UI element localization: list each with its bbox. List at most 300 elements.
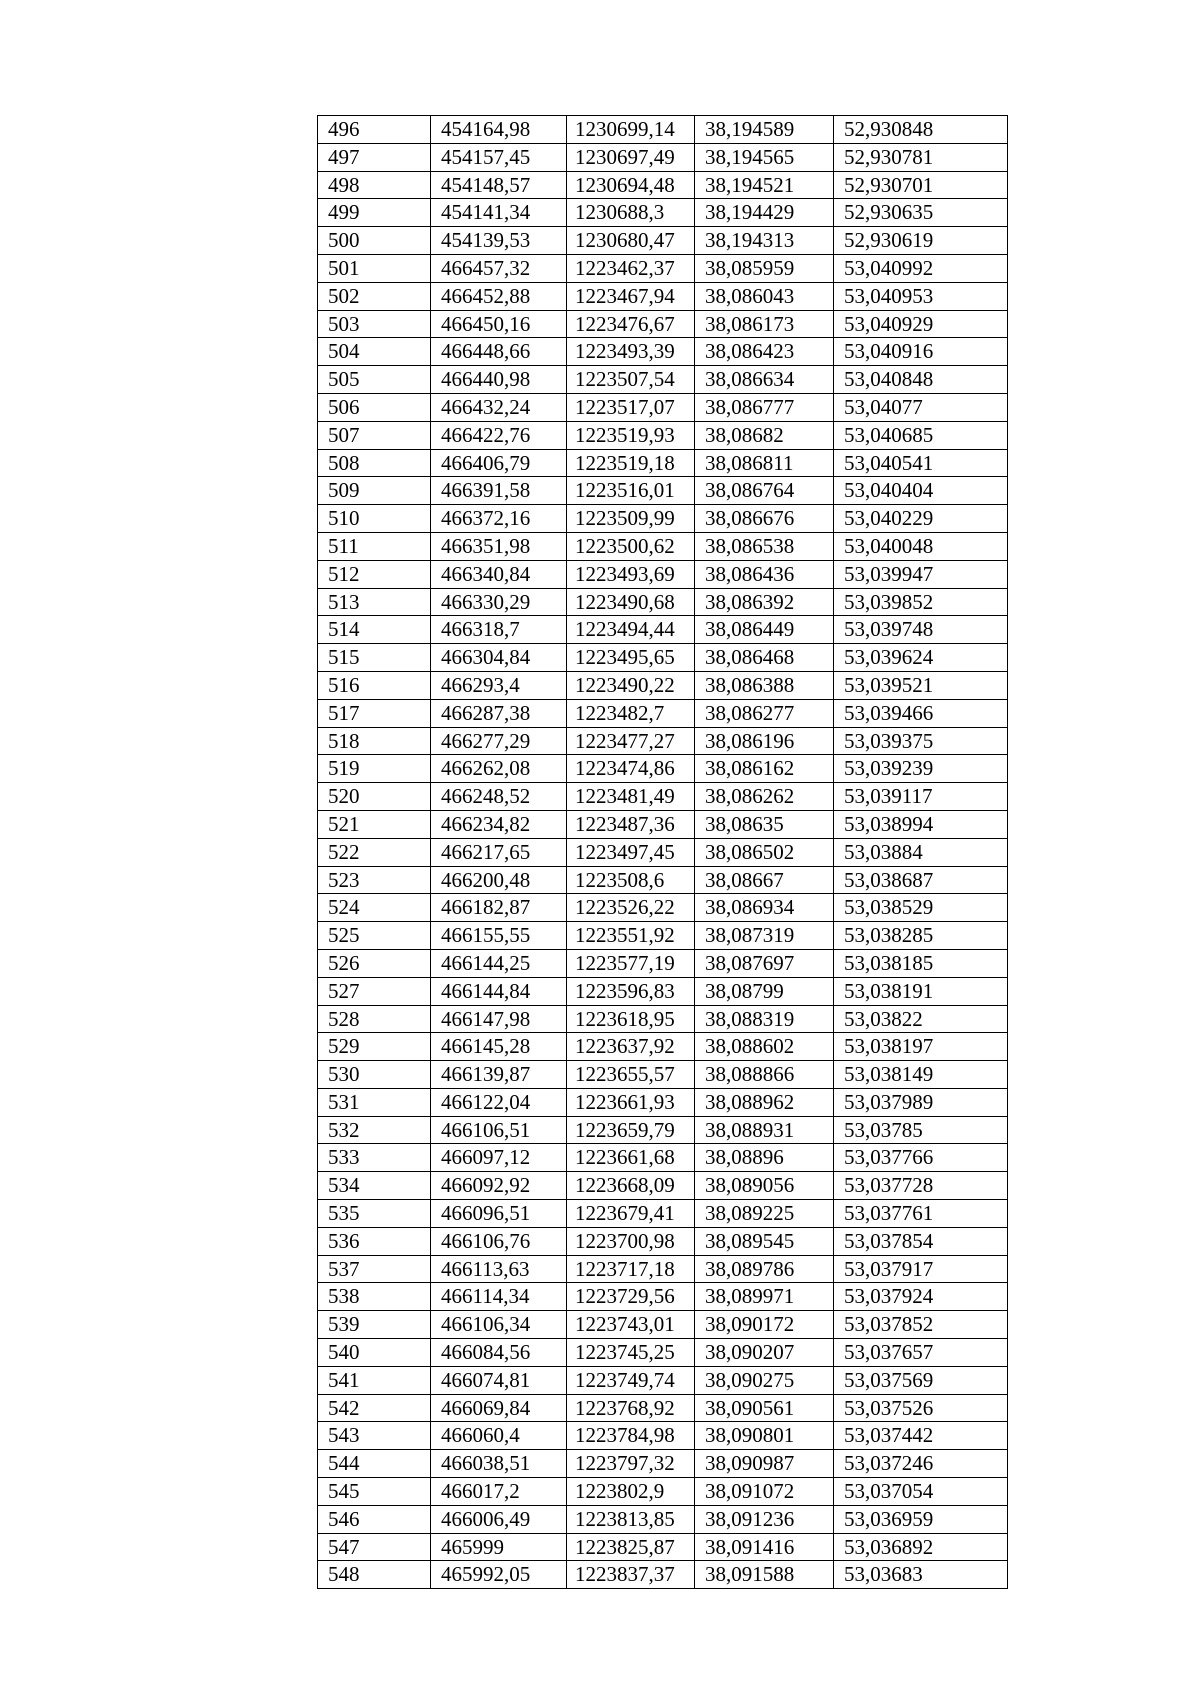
y-coordinate-cell: 1230688,3	[567, 199, 695, 227]
point-number-cell: 496	[318, 116, 431, 144]
latitude-cell: 53,040685	[834, 421, 1008, 449]
x-coordinate-cell: 466330,29	[431, 588, 567, 616]
y-coordinate-cell: 1223516,01	[567, 477, 695, 505]
longitude-cell: 38,194521	[695, 171, 834, 199]
latitude-cell: 53,039521	[834, 671, 1008, 699]
latitude-cell: 53,039852	[834, 588, 1008, 616]
x-coordinate-cell: 466092,92	[431, 1172, 567, 1200]
table-row	[318, 671, 1008, 699]
y-coordinate-cell: 1230680,47	[567, 227, 695, 255]
y-coordinate-cell: 1223577,19	[567, 949, 695, 977]
longitude-cell: 38,090275	[695, 1366, 834, 1394]
table-row	[318, 616, 1008, 644]
table-row	[318, 1394, 1008, 1422]
point-number-cell: 499	[318, 199, 431, 227]
y-coordinate-cell: 1223659,79	[567, 1116, 695, 1144]
x-coordinate-cell: 466106,51	[431, 1116, 567, 1144]
longitude-cell: 38,086811	[695, 449, 834, 477]
longitude-cell: 38,090207	[695, 1339, 834, 1367]
point-number-cell: 513	[318, 588, 431, 616]
x-coordinate-cell: 454139,53	[431, 227, 567, 255]
x-coordinate-cell: 466060,4	[431, 1422, 567, 1450]
latitude-cell: 53,039748	[834, 616, 1008, 644]
longitude-cell: 38,086423	[695, 338, 834, 366]
y-coordinate-cell: 1223490,22	[567, 671, 695, 699]
x-coordinate-cell: 466074,81	[431, 1366, 567, 1394]
point-number-cell: 506	[318, 393, 431, 421]
latitude-cell: 53,03822	[834, 1005, 1008, 1033]
latitude-cell: 53,037854	[834, 1227, 1008, 1255]
table-row	[318, 810, 1008, 838]
longitude-cell: 38,085959	[695, 254, 834, 282]
latitude-cell: 53,037442	[834, 1422, 1008, 1450]
table-row	[318, 505, 1008, 533]
table-row	[318, 310, 1008, 338]
x-coordinate-cell: 466448,66	[431, 338, 567, 366]
longitude-cell: 38,086392	[695, 588, 834, 616]
longitude-cell: 38,086436	[695, 560, 834, 588]
longitude-cell: 38,087697	[695, 949, 834, 977]
y-coordinate-cell: 1223500,62	[567, 532, 695, 560]
latitude-cell: 53,039239	[834, 755, 1008, 783]
longitude-cell: 38,086634	[695, 366, 834, 394]
table-row	[318, 1200, 1008, 1228]
y-coordinate-cell: 1230694,48	[567, 171, 695, 199]
y-coordinate-cell: 1223717,18	[567, 1255, 695, 1283]
longitude-cell: 38,194565	[695, 143, 834, 171]
y-coordinate-cell: 1223749,74	[567, 1366, 695, 1394]
x-coordinate-cell: 466144,84	[431, 977, 567, 1005]
y-coordinate-cell: 1223493,39	[567, 338, 695, 366]
latitude-cell: 53,040541	[834, 449, 1008, 477]
latitude-cell: 53,040048	[834, 532, 1008, 560]
latitude-cell: 52,930701	[834, 171, 1008, 199]
y-coordinate-cell: 1223743,01	[567, 1311, 695, 1339]
y-coordinate-cell: 1223519,18	[567, 449, 695, 477]
longitude-cell: 38,086043	[695, 282, 834, 310]
x-coordinate-cell: 466096,51	[431, 1200, 567, 1228]
table-row	[318, 1144, 1008, 1172]
table-row	[318, 1339, 1008, 1367]
y-coordinate-cell: 1230697,49	[567, 143, 695, 171]
y-coordinate-cell: 1223495,65	[567, 644, 695, 672]
x-coordinate-cell: 466391,58	[431, 477, 567, 505]
longitude-cell: 38,08682	[695, 421, 834, 449]
y-coordinate-cell: 1223517,07	[567, 393, 695, 421]
longitude-cell: 38,088931	[695, 1116, 834, 1144]
latitude-cell: 53,038285	[834, 922, 1008, 950]
point-number-cell: 542	[318, 1394, 431, 1422]
x-coordinate-cell: 466106,34	[431, 1311, 567, 1339]
table-row	[318, 366, 1008, 394]
x-coordinate-cell: 466248,52	[431, 783, 567, 811]
point-number-cell: 529	[318, 1033, 431, 1061]
longitude-cell: 38,086449	[695, 616, 834, 644]
longitude-cell: 38,091236	[695, 1505, 834, 1533]
x-coordinate-cell: 454148,57	[431, 171, 567, 199]
table-row	[318, 1505, 1008, 1533]
y-coordinate-cell: 1223519,93	[567, 421, 695, 449]
x-coordinate-cell: 466084,56	[431, 1339, 567, 1367]
point-number-cell: 522	[318, 838, 431, 866]
latitude-cell: 53,038197	[834, 1033, 1008, 1061]
latitude-cell: 52,930619	[834, 227, 1008, 255]
point-number-cell: 501	[318, 254, 431, 282]
latitude-cell: 53,04077	[834, 393, 1008, 421]
point-number-cell: 541	[318, 1366, 431, 1394]
x-coordinate-cell: 466340,84	[431, 560, 567, 588]
x-coordinate-cell: 454157,45	[431, 143, 567, 171]
table-row	[318, 1255, 1008, 1283]
y-coordinate-cell: 1223661,93	[567, 1088, 695, 1116]
point-number-cell: 533	[318, 1144, 431, 1172]
latitude-cell: 53,03683	[834, 1561, 1008, 1589]
point-number-cell: 536	[318, 1227, 431, 1255]
x-coordinate-cell: 466114,34	[431, 1283, 567, 1311]
y-coordinate-cell: 1223745,25	[567, 1339, 695, 1367]
longitude-cell: 38,088866	[695, 1061, 834, 1089]
y-coordinate-cell: 1223487,36	[567, 810, 695, 838]
longitude-cell: 38,090801	[695, 1422, 834, 1450]
table-row	[318, 699, 1008, 727]
table-row	[318, 254, 1008, 282]
point-number-cell: 518	[318, 727, 431, 755]
latitude-cell: 53,038191	[834, 977, 1008, 1005]
x-coordinate-cell: 466122,04	[431, 1088, 567, 1116]
longitude-cell: 38,08635	[695, 810, 834, 838]
y-coordinate-cell: 1223493,69	[567, 560, 695, 588]
longitude-cell: 38,086676	[695, 505, 834, 533]
y-coordinate-cell: 1223618,95	[567, 1005, 695, 1033]
point-number-cell: 531	[318, 1088, 431, 1116]
latitude-cell: 53,037761	[834, 1200, 1008, 1228]
table-row	[318, 1283, 1008, 1311]
x-coordinate-cell: 466155,55	[431, 922, 567, 950]
latitude-cell: 53,040929	[834, 310, 1008, 338]
table-row	[318, 894, 1008, 922]
point-number-cell: 524	[318, 894, 431, 922]
table-row	[318, 1005, 1008, 1033]
point-number-cell: 521	[318, 810, 431, 838]
longitude-cell: 38,194589	[695, 116, 834, 144]
y-coordinate-cell: 1223768,92	[567, 1394, 695, 1422]
y-coordinate-cell: 1223784,98	[567, 1422, 695, 1450]
latitude-cell: 53,037852	[834, 1311, 1008, 1339]
y-coordinate-cell: 1223837,37	[567, 1561, 695, 1589]
latitude-cell: 53,036892	[834, 1533, 1008, 1561]
latitude-cell: 53,037989	[834, 1088, 1008, 1116]
x-coordinate-cell: 466452,88	[431, 282, 567, 310]
point-number-cell: 546	[318, 1505, 431, 1533]
x-coordinate-cell: 466139,87	[431, 1061, 567, 1089]
y-coordinate-cell: 1223476,67	[567, 310, 695, 338]
point-number-cell: 511	[318, 532, 431, 560]
y-coordinate-cell: 1223482,7	[567, 699, 695, 727]
longitude-cell: 38,086277	[695, 699, 834, 727]
longitude-cell: 38,08896	[695, 1144, 834, 1172]
table-row	[318, 1311, 1008, 1339]
longitude-cell: 38,086388	[695, 671, 834, 699]
latitude-cell: 53,03785	[834, 1116, 1008, 1144]
latitude-cell: 53,039117	[834, 783, 1008, 811]
latitude-cell: 53,037766	[834, 1144, 1008, 1172]
longitude-cell: 38,086764	[695, 477, 834, 505]
point-number-cell: 534	[318, 1172, 431, 1200]
latitude-cell: 53,038185	[834, 949, 1008, 977]
y-coordinate-cell: 1223813,85	[567, 1505, 695, 1533]
table-row	[318, 1116, 1008, 1144]
y-coordinate-cell: 1223490,68	[567, 588, 695, 616]
table-row	[318, 977, 1008, 1005]
x-coordinate-cell: 466106,76	[431, 1227, 567, 1255]
point-number-cell: 512	[318, 560, 431, 588]
x-coordinate-cell: 465999	[431, 1533, 567, 1561]
latitude-cell: 53,037657	[834, 1339, 1008, 1367]
longitude-cell: 38,086502	[695, 838, 834, 866]
longitude-cell: 38,086934	[695, 894, 834, 922]
point-number-cell: 514	[318, 616, 431, 644]
point-number-cell: 525	[318, 922, 431, 950]
x-coordinate-cell: 466351,98	[431, 532, 567, 560]
y-coordinate-cell: 1223655,57	[567, 1061, 695, 1089]
longitude-cell: 38,091416	[695, 1533, 834, 1561]
x-coordinate-cell: 466200,48	[431, 866, 567, 894]
latitude-cell: 52,930781	[834, 143, 1008, 171]
point-number-cell: 530	[318, 1061, 431, 1089]
longitude-cell: 38,086162	[695, 755, 834, 783]
y-coordinate-cell: 1223467,94	[567, 282, 695, 310]
y-coordinate-cell: 1223477,27	[567, 727, 695, 755]
table-row	[318, 393, 1008, 421]
point-number-cell: 528	[318, 1005, 431, 1033]
longitude-cell: 38,086777	[695, 393, 834, 421]
latitude-cell: 53,038149	[834, 1061, 1008, 1089]
latitude-cell: 53,039624	[834, 644, 1008, 672]
table-row	[318, 588, 1008, 616]
longitude-cell: 38,088602	[695, 1033, 834, 1061]
y-coordinate-cell: 1223596,83	[567, 977, 695, 1005]
point-number-cell: 508	[318, 449, 431, 477]
table-row	[318, 727, 1008, 755]
longitude-cell: 38,089225	[695, 1200, 834, 1228]
x-coordinate-cell: 466006,49	[431, 1505, 567, 1533]
y-coordinate-cell: 1223802,9	[567, 1478, 695, 1506]
longitude-cell: 38,090987	[695, 1450, 834, 1478]
latitude-cell: 53,040992	[834, 254, 1008, 282]
table-row	[318, 477, 1008, 505]
table-row	[318, 1533, 1008, 1561]
y-coordinate-cell: 1223797,32	[567, 1450, 695, 1478]
longitude-cell: 38,087319	[695, 922, 834, 950]
y-coordinate-cell: 1223494,44	[567, 616, 695, 644]
longitude-cell: 38,090561	[695, 1394, 834, 1422]
latitude-cell: 53,03884	[834, 838, 1008, 866]
y-coordinate-cell: 1223474,86	[567, 755, 695, 783]
longitude-cell: 38,086173	[695, 310, 834, 338]
longitude-cell: 38,088962	[695, 1088, 834, 1116]
y-coordinate-cell: 1223509,99	[567, 505, 695, 533]
x-coordinate-cell: 466017,2	[431, 1478, 567, 1506]
table-row	[318, 755, 1008, 783]
point-number-cell: 505	[318, 366, 431, 394]
point-number-cell: 537	[318, 1255, 431, 1283]
longitude-cell: 38,086468	[695, 644, 834, 672]
x-coordinate-cell: 466145,28	[431, 1033, 567, 1061]
point-number-cell: 532	[318, 1116, 431, 1144]
longitude-cell: 38,091588	[695, 1561, 834, 1589]
latitude-cell: 53,037917	[834, 1255, 1008, 1283]
latitude-cell: 53,040848	[834, 366, 1008, 394]
latitude-cell: 53,039375	[834, 727, 1008, 755]
x-coordinate-cell: 466113,63	[431, 1255, 567, 1283]
point-number-cell: 526	[318, 949, 431, 977]
point-number-cell: 519	[318, 755, 431, 783]
x-coordinate-cell: 466147,98	[431, 1005, 567, 1033]
y-coordinate-cell: 1223637,92	[567, 1033, 695, 1061]
longitude-cell: 38,08799	[695, 977, 834, 1005]
latitude-cell: 53,040953	[834, 282, 1008, 310]
table-row	[318, 922, 1008, 950]
latitude-cell: 53,037924	[834, 1283, 1008, 1311]
y-coordinate-cell: 1223497,45	[567, 838, 695, 866]
table-row	[318, 866, 1008, 894]
y-coordinate-cell: 1223668,09	[567, 1172, 695, 1200]
y-coordinate-cell: 1223661,68	[567, 1144, 695, 1172]
latitude-cell: 53,038994	[834, 810, 1008, 838]
y-coordinate-cell: 1230699,14	[567, 116, 695, 144]
x-coordinate-cell: 466182,87	[431, 894, 567, 922]
latitude-cell: 53,039466	[834, 699, 1008, 727]
point-number-cell: 516	[318, 671, 431, 699]
longitude-cell: 38,08667	[695, 866, 834, 894]
table-row	[318, 1478, 1008, 1506]
point-number-cell: 498	[318, 171, 431, 199]
latitude-cell: 53,038687	[834, 866, 1008, 894]
latitude-cell: 53,037526	[834, 1394, 1008, 1422]
longitude-cell: 38,090172	[695, 1311, 834, 1339]
point-number-cell: 544	[318, 1450, 431, 1478]
point-number-cell: 502	[318, 282, 431, 310]
x-coordinate-cell: 466038,51	[431, 1450, 567, 1478]
longitude-cell: 38,086196	[695, 727, 834, 755]
x-coordinate-cell: 466287,38	[431, 699, 567, 727]
longitude-cell: 38,089545	[695, 1227, 834, 1255]
point-number-cell: 507	[318, 421, 431, 449]
x-coordinate-cell: 454141,34	[431, 199, 567, 227]
table-row	[318, 421, 1008, 449]
table-row	[318, 338, 1008, 366]
longitude-cell: 38,089786	[695, 1255, 834, 1283]
point-number-cell: 517	[318, 699, 431, 727]
x-coordinate-cell: 454164,98	[431, 116, 567, 144]
x-coordinate-cell: 466144,25	[431, 949, 567, 977]
y-coordinate-cell: 1223825,87	[567, 1533, 695, 1561]
y-coordinate-cell: 1223507,54	[567, 366, 695, 394]
y-coordinate-cell: 1223700,98	[567, 1227, 695, 1255]
table-row	[318, 532, 1008, 560]
point-number-cell: 535	[318, 1200, 431, 1228]
table-row	[318, 199, 1008, 227]
point-number-cell: 539	[318, 1311, 431, 1339]
latitude-cell: 53,037054	[834, 1478, 1008, 1506]
longitude-cell: 38,086262	[695, 783, 834, 811]
longitude-cell: 38,089056	[695, 1172, 834, 1200]
table-row	[318, 1061, 1008, 1089]
x-coordinate-cell: 466293,4	[431, 671, 567, 699]
point-number-cell: 504	[318, 338, 431, 366]
y-coordinate-cell: 1223481,49	[567, 783, 695, 811]
longitude-cell: 38,194313	[695, 227, 834, 255]
latitude-cell: 53,036959	[834, 1505, 1008, 1533]
table-row	[318, 171, 1008, 199]
latitude-cell: 53,040229	[834, 505, 1008, 533]
y-coordinate-cell: 1223729,56	[567, 1283, 695, 1311]
table-row	[318, 949, 1008, 977]
x-coordinate-cell: 466069,84	[431, 1394, 567, 1422]
x-coordinate-cell: 466217,65	[431, 838, 567, 866]
longitude-cell: 38,088319	[695, 1005, 834, 1033]
y-coordinate-cell: 1223508,6	[567, 866, 695, 894]
longitude-cell: 38,091072	[695, 1478, 834, 1506]
table-row	[318, 116, 1008, 144]
x-coordinate-cell: 466277,29	[431, 727, 567, 755]
x-coordinate-cell: 466234,82	[431, 810, 567, 838]
longitude-cell: 38,194429	[695, 199, 834, 227]
y-coordinate-cell: 1223526,22	[567, 894, 695, 922]
y-coordinate-cell: 1223679,41	[567, 1200, 695, 1228]
table-row	[318, 1172, 1008, 1200]
table-row	[318, 838, 1008, 866]
point-number-cell: 509	[318, 477, 431, 505]
latitude-cell: 53,038529	[834, 894, 1008, 922]
x-coordinate-cell: 466318,7	[431, 616, 567, 644]
x-coordinate-cell: 465992,05	[431, 1561, 567, 1589]
y-coordinate-cell: 1223462,37	[567, 254, 695, 282]
table-row	[318, 1366, 1008, 1394]
x-coordinate-cell: 466432,24	[431, 393, 567, 421]
point-number-cell: 548	[318, 1561, 431, 1589]
point-number-cell: 547	[318, 1533, 431, 1561]
table-row	[318, 1450, 1008, 1478]
x-coordinate-cell: 466440,98	[431, 366, 567, 394]
point-number-cell: 520	[318, 783, 431, 811]
point-number-cell: 503	[318, 310, 431, 338]
point-number-cell: 543	[318, 1422, 431, 1450]
x-coordinate-cell: 466372,16	[431, 505, 567, 533]
table-row	[318, 449, 1008, 477]
latitude-cell: 53,040404	[834, 477, 1008, 505]
coordinates-table-body	[318, 116, 1008, 1589]
table-row	[318, 644, 1008, 672]
latitude-cell: 53,037569	[834, 1366, 1008, 1394]
table-row	[318, 1422, 1008, 1450]
x-coordinate-cell: 466304,84	[431, 644, 567, 672]
table-row	[318, 143, 1008, 171]
longitude-cell: 38,086538	[695, 532, 834, 560]
table-row	[318, 560, 1008, 588]
table-row	[318, 1088, 1008, 1116]
table-row	[318, 1561, 1008, 1589]
point-number-cell: 545	[318, 1478, 431, 1506]
longitude-cell: 38,089971	[695, 1283, 834, 1311]
x-coordinate-cell: 466097,12	[431, 1144, 567, 1172]
table-row	[318, 282, 1008, 310]
point-number-cell: 515	[318, 644, 431, 672]
point-number-cell: 497	[318, 143, 431, 171]
table-row	[318, 1033, 1008, 1061]
table-row	[318, 227, 1008, 255]
point-number-cell: 540	[318, 1339, 431, 1367]
